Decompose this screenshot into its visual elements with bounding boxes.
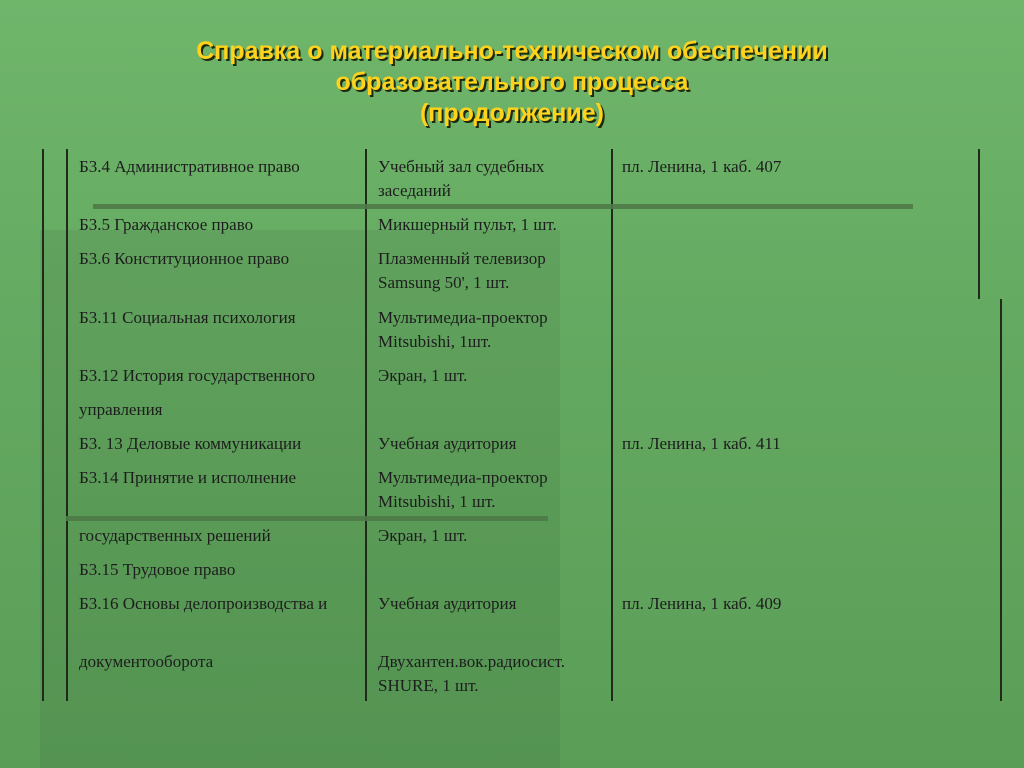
table-border-right-bottom xyxy=(1000,299,1002,701)
column-divider-1 xyxy=(365,149,367,701)
table-cell-discipline: Б3.11 Социальная психология xyxy=(79,308,296,327)
table-cell-equipment: Микшерный пульт, 1 шт. xyxy=(378,215,557,234)
table-cell-location: пл. Ленина, 1 каб. 411 xyxy=(622,434,781,453)
table-cell-discipline: Б3.4 Административное право xyxy=(79,157,300,176)
table-cell-equipment: Мультимедиа-проектор Mitsubishi, 1 шт. xyxy=(378,468,548,511)
table-cell-equipment: Экран, 1 шт. xyxy=(378,366,468,385)
decorative-bar-middle xyxy=(66,516,548,521)
table-border-left xyxy=(42,149,44,701)
table-cell-discipline: управления xyxy=(79,400,163,419)
table-cell-discipline: Б3. 13 Деловые коммуникации xyxy=(79,434,302,453)
table-border-inner-left xyxy=(66,149,68,701)
table-cell-equipment: Плазменный телевизор Samsung 50', 1 шт. xyxy=(378,249,546,292)
table-cell-discipline: документооборота xyxy=(79,652,214,671)
table-cell-location: пл. Ленина, 1 каб. 409 xyxy=(622,594,782,613)
table-cell-discipline: Б3.16 Основы делопроизводства и xyxy=(79,594,328,613)
table-cell-discipline: Б3.5 Гражданское право xyxy=(79,215,254,234)
table-cell-discipline: Б3.12 История государственного xyxy=(79,366,316,385)
slide-title xyxy=(0,36,1024,129)
table-cell-discipline: Б3.15 Трудовое право xyxy=(79,560,236,579)
decorative-bar-top xyxy=(93,204,913,209)
table-cell-equipment: Учебная аудитория xyxy=(378,594,517,613)
table-cell-discipline: государственных решений xyxy=(79,526,271,545)
title-line-3: (продолжение) xyxy=(419,99,605,127)
table-cell-equipment: Экран, 1 шт. xyxy=(378,526,468,545)
table-cell-equipment: Мультимедиа-проектор Mitsubishi, 1шт. xyxy=(378,308,548,351)
title-line-2: образовательного процесса xyxy=(335,68,689,96)
table-cell-equipment: Учебная аудитория xyxy=(378,434,517,453)
table-cell-equipment: Двухантен.вок.радиосист. SHURE, 1 шт. xyxy=(378,652,566,695)
table-cell-discipline: Б3.14 Принятие и исполнение xyxy=(79,468,297,487)
table-cell-discipline: Б3.6 Конституционное право xyxy=(79,249,290,268)
column-divider-2 xyxy=(611,149,613,701)
table-border-right-top xyxy=(978,149,980,299)
table-cell-location: пл. Ленина, 1 каб. 407 xyxy=(622,157,782,176)
table-cell-equipment: Учебный зал судебных заседаний xyxy=(378,157,545,200)
title-line-1: Справка о материально-техническом обеспечении xyxy=(196,37,828,65)
